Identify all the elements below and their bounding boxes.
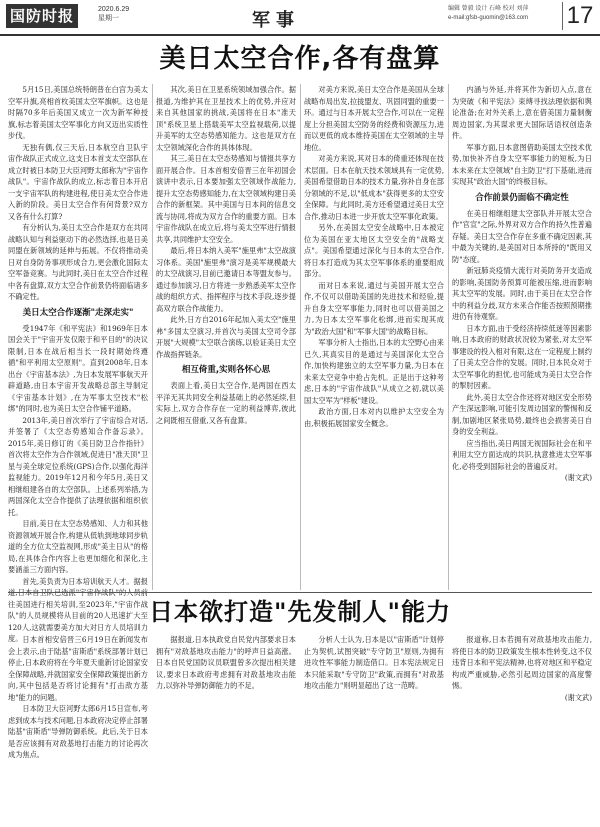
- author-credit: (谢文武): [564, 473, 592, 482]
- subheading: 相互倚重,实则各怀心思: [181, 365, 271, 375]
- body-paragraph: 内涵与外延,并将其作为新切入点,意在为突破《和平宪法》束缚寻找法理依据和舆论准备;在对外关系上,意在借美国力量制衡周边国家,为其谋求更大国际话语权创造条件。: [452, 85, 592, 140]
- body-paragraph: 此外,日方自2016年起加入美太空"施里弗"多国太空演习,并首次与美国太空司令部开展"大规模"太空联合演练,以验证美日太空作战指挥链条。: [156, 315, 296, 359]
- body-paragraph: 军事分析人士指出,日本的太空野心由来已久,其真实目的是通过与美国深化太空合作,加快构建独立的太空军事力量,为日本在未来太空竞争中抢占先机。正是出于这种考虑,日本的"宇宙作战队"从成立之初,就以美国太空军为"样板"建设。: [304, 338, 444, 405]
- section-title: 军事: [252, 10, 300, 31]
- author-credit: (谢文武): [564, 692, 592, 702]
- body-paragraph: 报道称,日本若拥有对敌基地攻击能力,将使日本的防卫政策发生根本性转变,这不仅违背日本和平宪法精神,也将对地区和平稳定构成严重威胁,必然引起周边国家的高度警惕。: [452, 635, 592, 690]
- column-divider: [448, 84, 449, 590]
- article2-column-3: [304, 634, 444, 822]
- body-paragraph: 而对日本来说,通过与美国开展太空合作,不仅可以借助美国的先进技术和经验,提升自身太空军事能力,同时也可以借美国之力,为日本太空军事化松绑,进而实现其成为"政治大国"和"军事大国"的战略目标。: [304, 280, 444, 336]
- article-separator: [8, 592, 592, 593]
- newspaper-logo: 国防时报: [6, 4, 78, 28]
- article1-column-2: [156, 84, 296, 590]
- page-number: 17: [562, 2, 597, 30]
- body-paragraph: 对美方来说,美日太空合作是美国从全球战略布局出发,拉拢盟友、巩固同盟的重要一环。通过与日本开展太空合作,可以在一定程度上分担美国太空防务的经费和资源压力,进而以更低的成本维持美国在太空领域的主导地位。: [304, 85, 444, 152]
- subheading: 美日太空合作逐渐"走深走实": [22, 307, 134, 318]
- column-divider: [152, 84, 153, 590]
- body-paragraph: 新冠肺炎疫情大流行对美防务开支造成的影响,美国防务预算可能被压缩,进而影响其太空军的发展。同时,由于美日在太空合作中的利益分歧,双方未来合作能否按照预期推进仍有待观察。: [452, 266, 592, 321]
- article2-column-2: [156, 634, 296, 822]
- body-paragraph: 受1947年《和平宪法》和1969年日本国会关于"宇宙开发仅限于和平目的"的决议限制,日本在战后相当长一段时期始终遵循"和平利用太空原则"。直到2008年,日本出台《宇宙基本法》,为日本发展军事航天开辟道路,由日本宇宙开发战略总部主导制定《宇宙基本计划》,在为军事太空技术"松绑"的同时,也为美日太空合作铺平道路。: [8, 323, 148, 413]
- subheading: 合作前景仍面临不确定性: [475, 192, 569, 203]
- body-paragraph: 分析人士认为,日本是以"宙斯盾"计划停止为契机,试图突破"专守防卫"原则,为拥有进攻性军事能力制造借口。日本宪法规定日本只能采取"专守防卫"政策,而拥有"对敌基地攻击能力"则明显超出了这一范畴。: [304, 635, 444, 690]
- editor-names: 编辑 曾毅 设计 石峰 校对 刘萍: [448, 6, 529, 12]
- body-paragraph: 应当指出,美日两国无视国际社会在和平利用太空方面达成的共识,执意推进太空军事化,必将受到国际社会的普遍反对。: [452, 438, 592, 471]
- body-paragraph: 有分析认为,美日太空合作是双方在共同战略认知与利益驱动下的必然选择,也是日美同盟在新领域的延伸与拓展。不仅将推动美日对自身防务事项形成合力,更会激化国际太空军备竞赛。与此同时,美日在太空合作过程中各有盘算,双方太空合作前景仍将面临诸多不确定性。: [8, 223, 148, 301]
- body-paragraph: 另外,在美国太空安全战略中,日本被定位为美国在亚太地区太空安全的"战略支点"。美国希望通过深化与日本的太空合作,将日本打造成为其太空军事体系的重要组成部分。: [304, 223, 444, 278]
- article1-headline: 美日太空合作,各有盘算: [159, 44, 441, 74]
- body-paragraph: 无独有偶,仅三天后,日本航空自卫队宇宙作战队正式成立,这支日本首支太空部队在成立时被日本防卫大臣河野太郎称为"宇宙作战队"。宇宙作战队的成立,标志着日本开启一支宇宙军队的构建进程,使日美太空合作进入新的阶段。美日太空合作有何背景?双方又各有什么打算?: [8, 142, 148, 221]
- masthead: [0, 0, 600, 36]
- article1-column-4: [452, 84, 592, 590]
- issue-date: 2020.6.29: [98, 6, 130, 13]
- body-paragraph: 此外,美日太空合作还将对地区安全形势产生深远影响,可能引发周边国家的警惕和反制,加剧地区紧张局势,最终也会损害美日自身的安全利益。: [452, 392, 592, 436]
- body-paragraph: 军事方面,日本意图借助美国太空技术优势,加快补齐自身太空军事能力的短板,为日本未来在太空领域"自主防卫"打下基础,进而实现其"政治大国"的终极目标。: [452, 142, 592, 186]
- article1-column-3: [304, 84, 444, 590]
- editor-credits: [448, 5, 558, 23]
- body-paragraph: 政治方面,日本对内以维护太空安全为由,积极拓展国家安全概念。: [304, 407, 444, 428]
- body-paragraph: 5月15日,美国总统特朗普在白宫为美太空军升旗,亮相首枚美国太空军旗帜。这也是时隔70多年后美国又成立一次为新军种授旗,标志着美国太空军事化方向又迈出实质性步伐。: [8, 85, 148, 140]
- body-paragraph: 表面上看,美日太空合作,是两国在西太平洋无其共同安全利益基础上的必然延续,但实际上,双方合作存在一定的利益博弈,彼此之间既相互借重,又各有盘算。: [156, 381, 296, 425]
- article2-column-1: [8, 634, 148, 822]
- issue-weekday: 星期一: [98, 15, 119, 22]
- body-paragraph: 日本方面,由于受经济持续低迷等因素影响,日本政府的财政状况较为紧张,对太空军事建设的投入相对有限,这在一定程度上制约了日美太空合作的发展。同时,日本民众对于太空军事化的担忧,也可能成为美日太空合作的掣肘因素。: [452, 323, 592, 390]
- body-paragraph: 目前,美日在太空态势感知、人力和其他资源领域开展合作,构建从低轨到地球同步轨道的全方位太空监视网,形成"美主日从"的格局,在具体合作内容上也更加细化和深化,主要涵盖三方面内容。: [8, 519, 148, 574]
- body-paragraph: 对美方来说,其对日本的倚重还体现在技术层面。日本在航天技术领域具有一定优势,美国希望借助日本的技术力量,弥补自身在部分领域的不足,以"低成本"获得更多的太空安全保障。与此同时,美方还希望通过美日太空合作,推动日本进一步开放太空军事化政策。: [304, 154, 444, 221]
- body-paragraph: 日本防卫大臣河野太郎6月15日宣布,考虑到成本与技术问题,日本政府决定停止部署陆基"宙斯盾"导弹防御系统。此后,关于日本是否应该拥有对敌基地打击能力的讨论再次成为焦点。: [8, 704, 148, 759]
- body-paragraph: 其三,美日在太空态势感知与情报共享方面开展合作。日本首相安倍晋三在年初国会演讲中表示,日本要加强太空领域作战能力,提升太空态势感知能力,在太空领域构建日美合作的新框架。其中美国与日本间的信息交流与协同,将成为双方合作的重要方面。日本宇宙作战队在成立后,将与美太空军进行情报共享,共同维护太空安全。: [156, 154, 296, 244]
- column-divider: [300, 84, 301, 590]
- article2-headline: 日本欲打造"先发制人"能力: [148, 598, 451, 626]
- issue-date-block: [98, 5, 129, 23]
- article1-column-1: [8, 84, 148, 643]
- body-paragraph: 最后,将日本纳入美军"施里弗"太空战演习体系。美国"施里弗"演习是美军规模最大的太空战演习,目前已邀请日本等盟友参与。通过参加演习,日方将进一步熟悉美军太空作战的组织方式、指挥程序与技术手段,逐步提高双方联合作战能力。: [156, 246, 296, 313]
- body-paragraph: 在美日相继组建太空部队并开展太空合作"官宣"之际,外界对双方合作的持久性普遍存疑。美日太空合作存在多重不确定因素,其中最为关键的,是美国对日本所持的"既用又防"态度。: [452, 208, 592, 264]
- editor-email: e-mail:gfsb-guomin@163.com: [448, 15, 529, 21]
- body-paragraph: 2013年,美日首次举行了宇宙综合对话,并签署了《太空态势感知合作备忘录》。2015年,美日修订的《美日防卫合作指针》首次将太空作为合作领域,促进日"准天顶"卫星与美全球定位系统(GPS)合作,以强化海洋监视能力。2019年12月和今年5月,美日又相继组建各自的太空部队。上述系列举措,为两国深化太空合作提供了法理依据和组织依托。: [8, 415, 148, 517]
- article2-column-4: [452, 634, 592, 822]
- body-paragraph: 日本首相安倍晋三6月19日在新闻发布会上表示,由于陆基"宙斯盾"系统部署计划已停止,日本政府将在今年夏天重新讨论国家安全保障战略,并就国家安全保障政策提出新方向,其中包括是否将讨论拥有"打击敌方基地"能力的问题。: [8, 635, 148, 702]
- body-paragraph: 据报道,日本执政党自民党内部要求日本拥有"对敌基地攻击能力"的呼声日益高涨。日本自民党国防议员联盟曾多次提出相关建议,要求日本政府考虑拥有对敌基地攻击能力,以弥补导弹防御能力的不足。: [156, 635, 296, 690]
- body-paragraph: 首先,美负责为日本培训航天人才。据报道,日本自卫队已选派"宇宙作战队"的人员前往美国进行相关培训,至2023年,"宇宙作战队"的人员规模将从目前的20人迅速扩大至120人,这就需要美方加大对日方人员培训力度。: [8, 576, 148, 643]
- body-paragraph: 其次,美日在卫星系统领域加强合作。据报道,为维护其在卫星技术上的优势,并应对来自其他国家的挑战,美国将在日本"准天顶"系统卫星上搭载美军太空监视载荷,以提升美军的太空态势感知能力。这也是双方在太空领域深化合作的具体体现。: [156, 85, 296, 152]
